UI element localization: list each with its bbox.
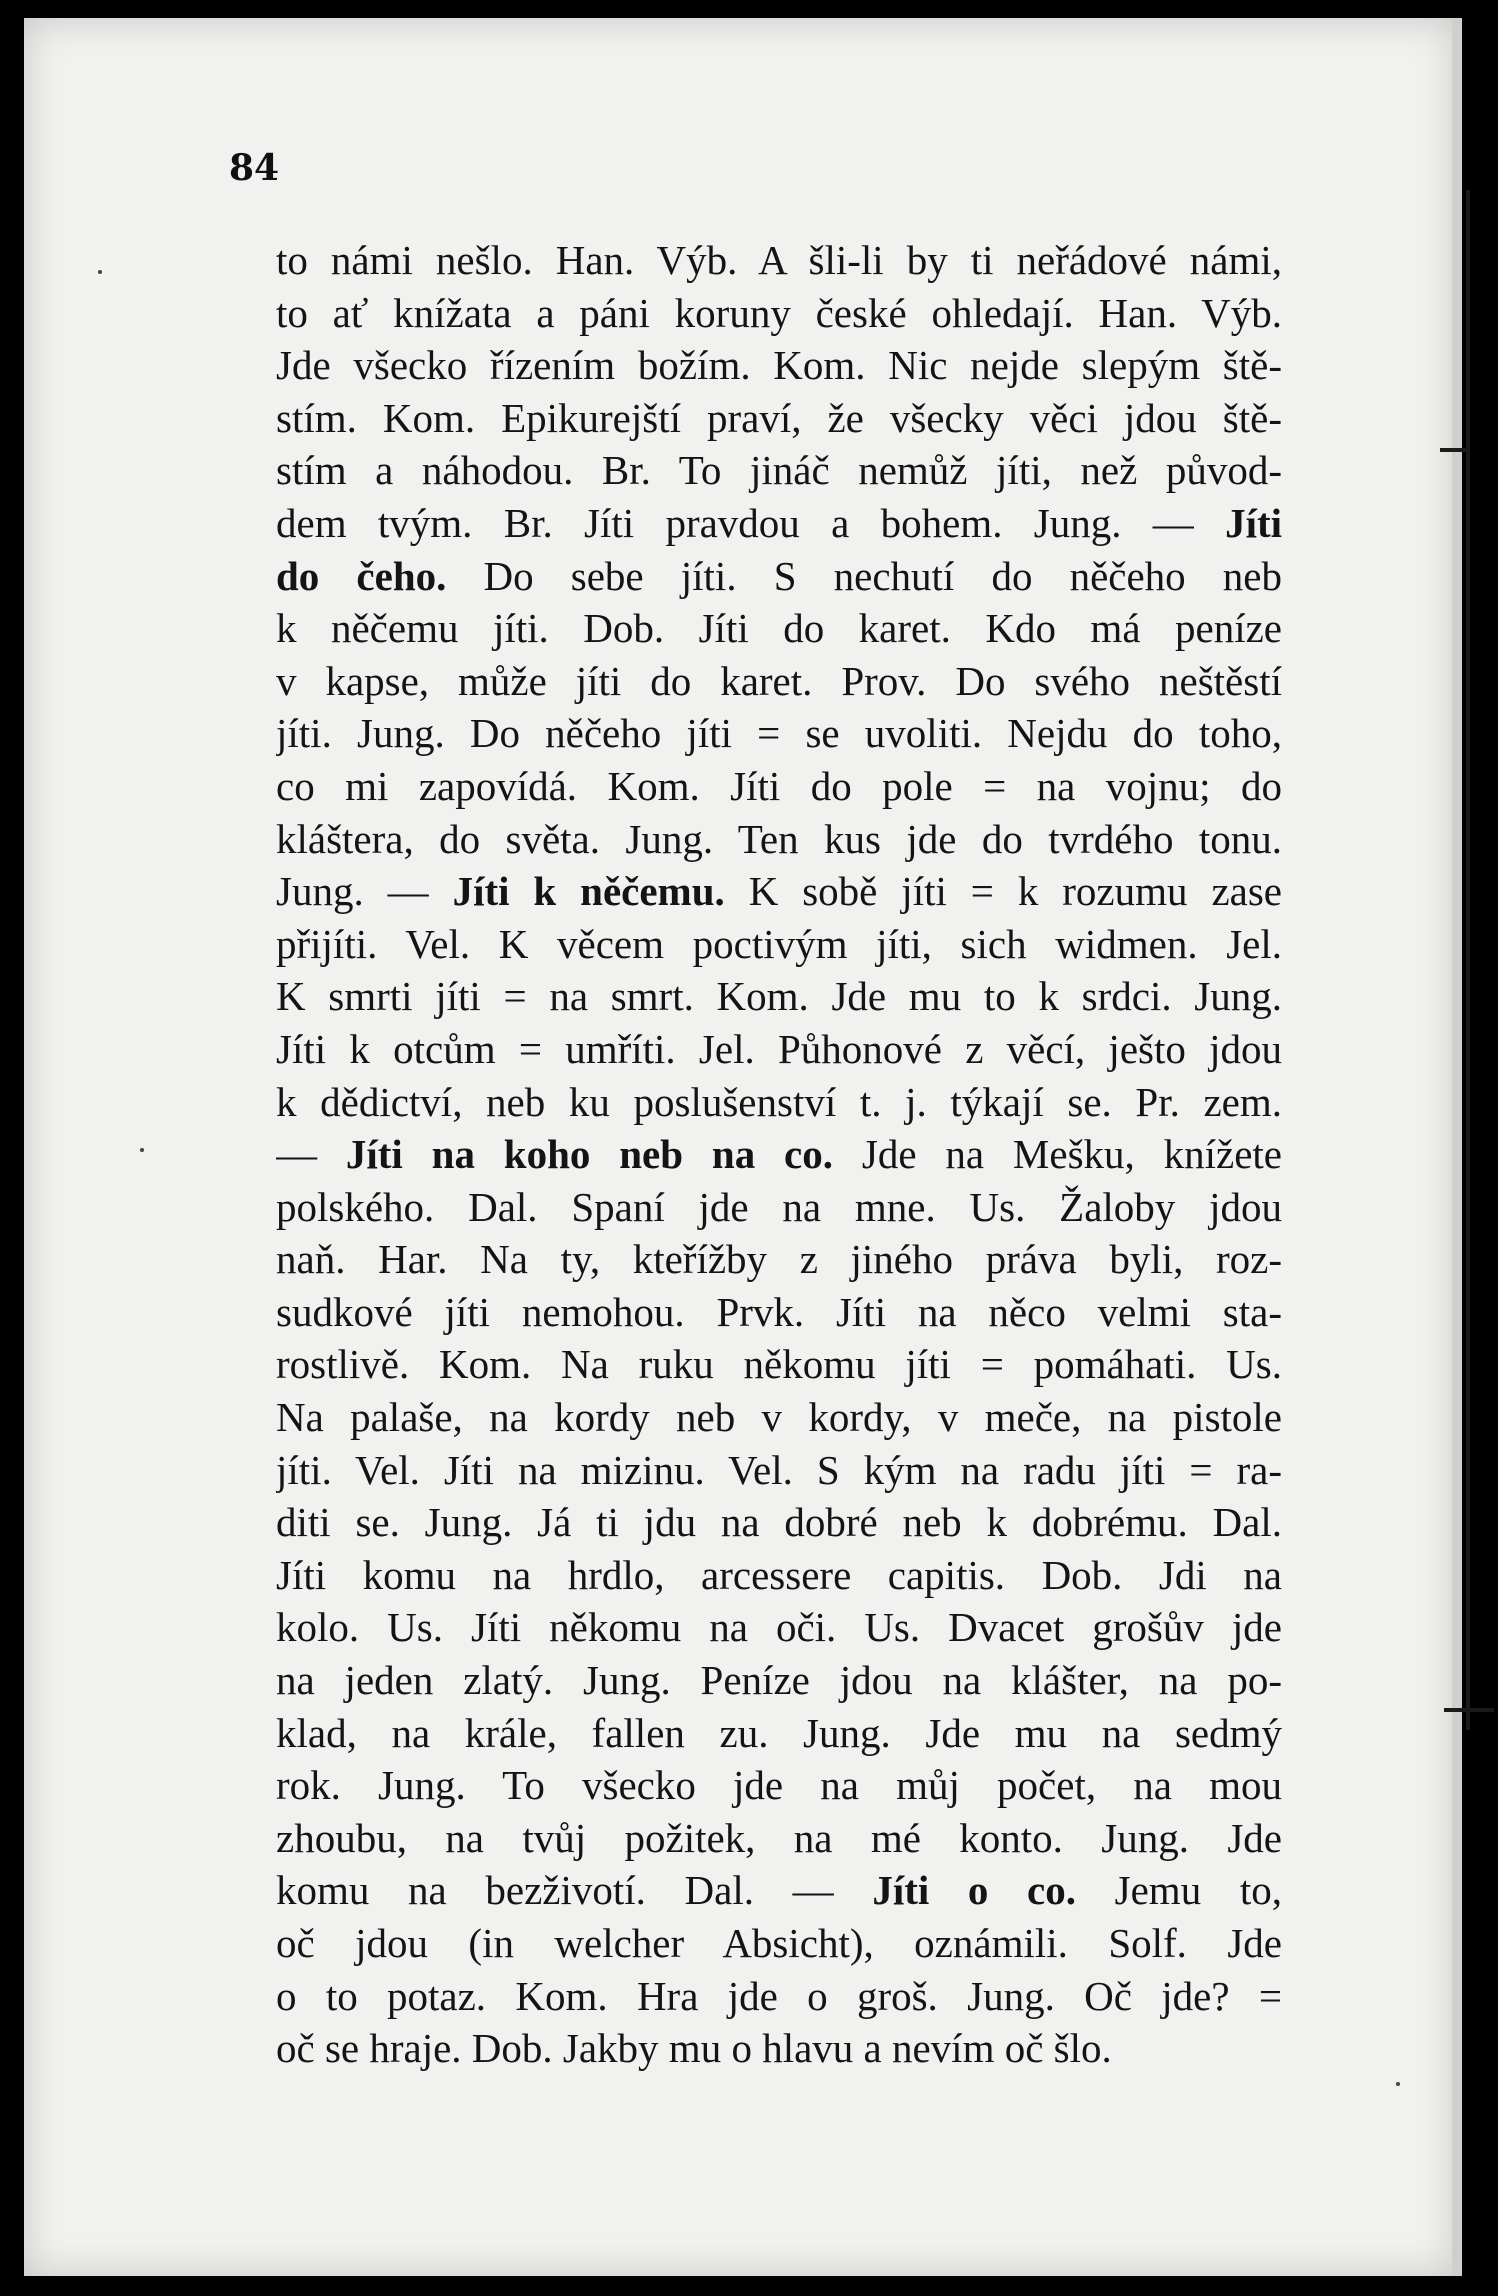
text-run: klad, na krále, fallen zu. Jung. Jde mu na sedmý — [276, 1709, 1282, 1756]
text-line — [276, 1970, 1282, 2023]
headword-phrase: Jíti — [1225, 499, 1282, 546]
text-line — [276, 760, 1282, 813]
text-run: — — [276, 1131, 346, 1178]
text-run: o to potaz. Kom. Hra jde o groš. Jung. Oč jde? = — [276, 1972, 1282, 2019]
text-run: na jeden zlatý. Jung. Peníze jdou na klášter, na po- — [276, 1657, 1282, 1704]
text-line — [276, 1917, 1282, 1970]
text-run: Do sebe jíti. S nechutí do něčeho neb — [446, 552, 1282, 599]
text-line — [276, 970, 1282, 1023]
text-run: to námi nešlo. Han. Výb. A šli-li by ti neřádové námi, — [276, 237, 1282, 283]
text-run: Jíti k otcům = umříti. Jel. Půhonové z věcí, ješto jdou — [276, 1025, 1282, 1072]
text-line — [276, 1549, 1282, 1602]
text-run: to ať knížata a páni koruny české ohledají. Han. Výb. — [276, 289, 1282, 336]
scan-speck — [140, 1148, 144, 1152]
text-line — [276, 1233, 1282, 1286]
text-line — [276, 550, 1282, 603]
headword-phrase: Jíti o co. — [872, 1867, 1076, 1914]
headword-phrase: Jíti k něčemu. — [452, 868, 725, 915]
text-run: Jíti komu na hrdlo, arcessere capitis. Dob. Jdi na — [276, 1551, 1282, 1598]
text-run: rostlivě. Kom. Na ruku někomu jíti = pomáhati. Us. — [276, 1341, 1282, 1388]
text-run: k něčemu jíti. Dob. Jíti do karet. Kdo má peníze — [276, 605, 1282, 652]
page-number: 84 — [229, 147, 280, 189]
text-run: Jung. — — [276, 868, 453, 915]
text-line — [276, 1076, 1282, 1129]
text-line — [276, 2022, 1282, 2075]
text-run: oč se hraje. Dob. Jakby mu o hlavu a nevím oč šlo. — [276, 2025, 1112, 2072]
text-run: dem tvým. Br. Jíti pravdou a bohem. Jung. — — [276, 499, 1226, 546]
scan-speck — [98, 270, 102, 274]
page-edge-shadow — [1452, 18, 1462, 2276]
text-run: k dědictví, neb ku poslušenství t. j. týkají se. Pr. zem. — [276, 1078, 1282, 1125]
text-line — [276, 602, 1282, 655]
text-run: Jemu to, — [1076, 1867, 1282, 1914]
text-run: kláštera, do světa. Jung. Ten kus jde do tvrdého tonu. — [276, 815, 1282, 862]
text-run: oč jdou (in welcher Absicht), oznámili. Solf. Jde — [276, 1920, 1282, 1966]
text-run: zhoubu, na tvůj požitek, na mé konto. Jung. Jde — [276, 1814, 1282, 1861]
scan-speck — [1396, 2082, 1400, 2086]
text-run: naň. Har. Na ty, kteřížby z jiného práva byli, roz- — [276, 1236, 1282, 1283]
binding-rule — [1466, 190, 1470, 1730]
text-line — [276, 234, 1282, 287]
binding-mark-lower — [1444, 1708, 1494, 1712]
text-line — [276, 497, 1282, 550]
text-run: rok. Jung. To všecko jde na můj počet, na mou — [276, 1762, 1282, 1809]
text-run: sudkové jíti nemohou. Prvk. Jíti na něco velmi sta- — [276, 1288, 1282, 1335]
text-line — [276, 707, 1282, 760]
text-line — [276, 1181, 1282, 1234]
text-run: Jde všecko řízením božím. Kom. Nic nejde slepým ště- — [276, 342, 1282, 389]
text-line — [276, 655, 1282, 708]
text-run: K smrti jíti = na smrt. Kom. Jde mu to k srdci. Jung. — [276, 973, 1282, 1020]
text-run: kolo. Us. Jíti někomu na oči. Us. Dvacet grošův jde — [276, 1604, 1282, 1651]
text-line — [276, 918, 1282, 971]
text-line — [276, 865, 1282, 918]
text-run: v kapse, může jíti do karet. Prov. Do svého neštěstí — [276, 657, 1282, 704]
text-run: Na palaše, na kordy neb v kordy, v meče, na pistole — [276, 1394, 1282, 1441]
text-line — [276, 1812, 1282, 1865]
text-line — [276, 444, 1282, 497]
body-text — [276, 234, 1282, 2075]
text-line — [276, 1601, 1282, 1654]
text-line — [276, 1759, 1282, 1812]
text-line — [276, 339, 1282, 392]
text-run: jíti. Jung. Do něčeho jíti = se uvoliti. Nejdu do toho, — [276, 710, 1282, 757]
text-run: jíti. Vel. Jíti na mizinu. Vel. S kým na radu jíti = ra- — [276, 1446, 1282, 1493]
text-line — [276, 1338, 1282, 1391]
text-line — [276, 1707, 1282, 1760]
text-line — [276, 392, 1282, 445]
headword-phrase: Jíti na koho neb na co. — [345, 1131, 834, 1178]
text-run: polského. Dal. Spaní jde na mne. Us. Žaloby jdou — [276, 1183, 1282, 1230]
text-run: stím. Kom. Epikurejští praví, že všecky věci jdou ště- — [276, 394, 1282, 441]
text-run: přijíti. Vel. K věcem poctivým jíti, sich widmen. Jel. — [276, 920, 1282, 967]
text-run: co mi zapovídá. Kom. Jíti do pole = na vojnu; do — [276, 762, 1282, 809]
text-line — [276, 1654, 1282, 1707]
text-line — [276, 1496, 1282, 1549]
text-run: stím a náhodou. Br. To jináč nemůž jíti, než původ- — [276, 447, 1282, 494]
text-line — [276, 1864, 1282, 1917]
text-line — [276, 1444, 1282, 1497]
text-line — [276, 813, 1282, 866]
text-line — [276, 1128, 1282, 1181]
text-line — [276, 1286, 1282, 1339]
headword-phrase: do čeho. — [276, 552, 447, 599]
text-run: komu na bezživotí. Dal. — — [276, 1867, 873, 1914]
text-line — [276, 1391, 1282, 1444]
text-run: Jde na Mešku, knížete — [833, 1131, 1282, 1178]
text-run: K sobě jíti = k rozumu zase — [724, 868, 1282, 915]
text-run: diti se. Jung. Já ti jdu na dobré neb k dobrému. Dal. — [276, 1499, 1282, 1546]
binding-mark-upper — [1440, 448, 1470, 452]
text-line — [276, 1023, 1282, 1076]
text-line — [276, 287, 1282, 340]
